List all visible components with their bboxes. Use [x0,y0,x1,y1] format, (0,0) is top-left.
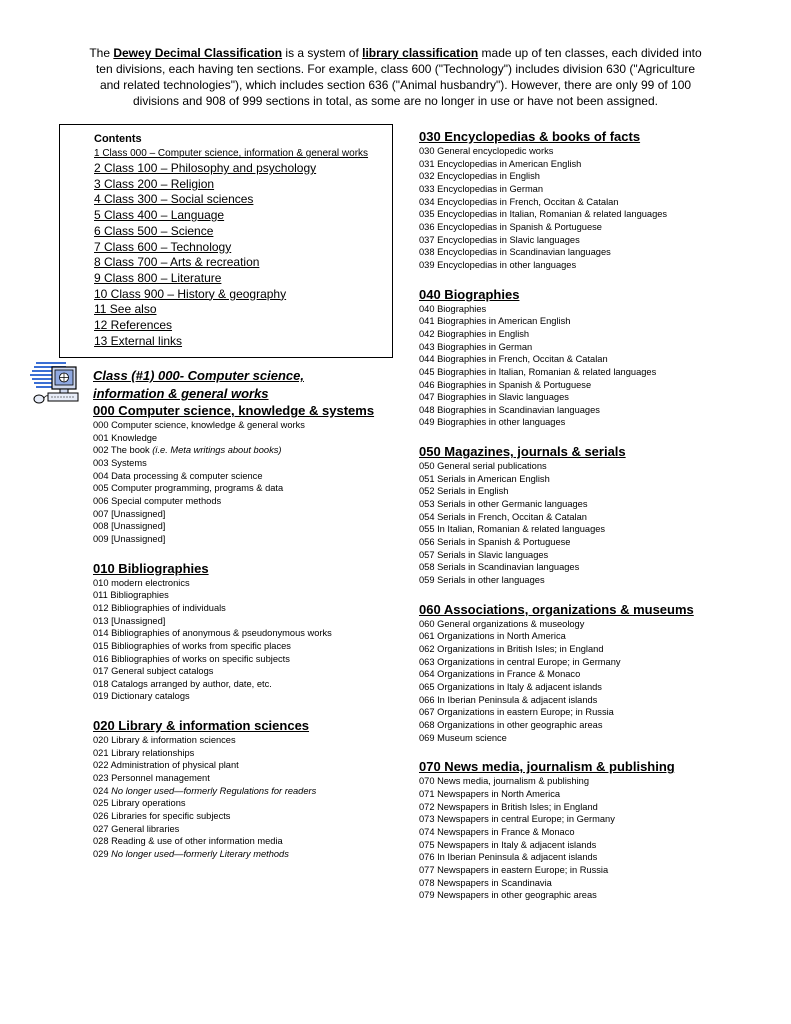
list-item: 073 Newspapers in central Europe; in Germany [419,814,615,825]
list-item: 037 Encyclopedias in Slavic languages [419,234,580,245]
intro-text-3: made up of ten classes, each divided into ten divisions, each having ten sections. For example, class 600 ("Technology") includes division 630 ("Agriculture and related technologies"), which includes section 636 ("Animal husbandry"). However, there are only 99 of 100 divisions and 908 of 999 sections in total, as some are no longer in use or have not been assigned. [95,46,702,108]
list-item: 013 [Unassigned] [93,615,166,626]
list-item: 044 Biographies in French, Occitan & Catalan [419,354,608,365]
toc-link-class-200[interactable]: 3 Class 200 – Religion [94,176,215,191]
list-item: 062 Organizations in British Isles; in England [419,644,604,654]
list-item: 070 News media, journalism & publishing [419,776,590,787]
contents-title: Contents [94,133,142,145]
toc-link-class-600[interactable]: 7 Class 600 – Technology [94,239,232,254]
list-item: 016 Bibliographies of works on specific subjects [93,653,290,664]
list-item: 057 Serials in Slavic languages [419,549,549,560]
list-item [93,444,403,457]
list-item-text: 002 The book [93,445,153,456]
list-item: 075 Newspapers in Italy & adjacent islands [419,839,597,850]
list-item: 053 Serials in other Germanic languages [419,499,588,510]
list-item: 026 Libraries for specific subjects [93,811,231,822]
list-item: 020 Library & information sciences [93,735,236,746]
list-item: 014 Bibliographies of anonymous & pseudonymous works [93,628,332,639]
library-classification-link[interactable]: library classification [362,46,479,60]
list-item: 049 Biographies in other languages [419,417,566,428]
list-item: 052 Serials in English [419,486,509,497]
list-item: 030 General encyclopedic works [419,146,554,156]
list-item: 036 Encyclopedias in Spanish & Portuguese [419,221,602,232]
class-000-heading [93,367,403,403]
section-000 [93,403,403,546]
section-010-title: 010 Bibliographies [93,560,209,576]
list-item: 028 Reading & use of other information media [93,836,283,847]
list-item: 074 Newspapers in France & Monaco [419,826,575,837]
list-item: 017 General subject catalogs [93,666,214,677]
list-item: 061 Organizations in North America [419,631,566,642]
toc-link-class-500[interactable]: 6 Class 500 – Science [94,223,214,238]
list-item: 058 Serials in Scandinavian languages [419,562,580,573]
list-item: 068 Organizations in other geographic areas [419,719,603,730]
list-item: 004 Data processing & computer science [93,470,263,481]
list-item: 042 Biographies in English [419,328,530,339]
toc-link-class-400[interactable]: 5 Class 400 – Language [94,208,225,223]
list-item: 039 Encyclopedias in other languages [419,259,577,270]
list-item: 050 General serial publications [419,461,547,472]
list-item: 079 Newspapers in other geographic areas [419,890,597,901]
right-column [419,129,749,917]
list-item: 022 Administration of physical plant [93,760,239,771]
list-item: 038 Encyclopedias in Scandinavian languages [419,247,611,258]
left-column [93,367,403,876]
list-item: 007 [Unassigned] [93,508,166,519]
list-item: 069 Museum science [419,732,507,743]
list-item: 055 In Italian, Romanian & related languages [419,524,606,535]
list-item: 035 Encyclopedias in Italian, Romanian & related languages [419,209,668,220]
list-item: 025 Library operations [93,798,186,809]
list-item: 040 Biographies [419,303,487,314]
list-item: 003 Systems [93,457,147,468]
list-item: 015 Bibliographies of works from specific places [93,640,291,651]
list-item: 067 Organizations in eastern Europe; in Russia [419,707,614,718]
toc-link-class-300[interactable]: 4 Class 300 – Social sciences [94,192,254,207]
list-item: 010 modern electronics [93,577,190,588]
list-item: 041 Biographies in American English [419,316,571,327]
list-item: 045 Biographies in Italian, Romanian & related languages [419,366,657,377]
toc-link-references[interactable]: 12 References [94,318,173,333]
toc-link-class-700[interactable]: 8 Class 700 – Arts & recreation [94,255,260,270]
intro-text-1: The [89,46,114,60]
list-item: 051 Serials in American English [419,473,550,484]
section-060 [419,602,749,745]
section-060-title: 060 Associations, organizations & museums [419,601,694,617]
list-item [93,785,403,798]
list-item: 056 Serials in Spanish & Portuguese [419,537,571,548]
toc-link-see-also[interactable]: 11 See also [94,302,157,317]
list-item: 033 Encyclopedias in German [419,183,544,194]
list-item: 072 Newspapers in British Isles; in England [419,801,598,812]
section-030 [419,129,749,272]
list-item: 009 [Unassigned] [93,533,166,544]
list-item: 077 Newspapers in eastern Europe; in Russia [419,864,609,875]
list-item: 031 Encyclopedias in American English [419,158,582,169]
list-item: 071 Newspapers in North America [419,788,561,799]
list-item: 047 Biographies in Slavic languages [419,392,569,403]
toc-link-class-800[interactable]: 9 Class 800 – Literature [94,270,222,285]
list-item: 019 Dictionary catalogs [93,691,190,702]
list-item: 064 Organizations in France & Monaco [419,669,581,680]
section-040-title: 040 Biographies [419,286,520,302]
list-item: 000 Computer science, knowledge & general works [93,420,305,430]
section-050 [419,444,749,587]
list-item: 023 Personnel management [93,773,210,784]
list-item: 012 Bibliographies of individuals [93,602,226,613]
section-020 [93,718,403,861]
list-item: 032 Encyclopedias in English [419,171,540,182]
contents-box [59,124,393,358]
toc-link-class-900[interactable]: 10 Class 900 – History & geography [94,286,287,301]
list-item: 008 [Unassigned] [93,521,166,532]
dewey-link[interactable]: Dewey Decimal Classification [113,46,283,60]
toc-link-external-links[interactable]: 13 External links [94,333,183,348]
list-item: 043 Biographies in German [419,341,533,352]
list-item: 021 Library relationships [93,747,195,758]
computer-clipart-icon [30,362,80,408]
list-item: 063 Organizations in central Europe; in Germany [419,656,621,667]
intro-paragraph [88,45,703,109]
list-item: 078 Newspapers in Scandinavia [419,877,552,888]
section-010 [93,561,403,704]
section-030-title: 030 Encyclopedias & books of facts [419,129,641,144]
list-item: 011 Bibliographies [93,590,169,601]
class-000-heading-line1: Class (#1) 000- Computer science, [93,368,304,383]
toc-link-class-100[interactable]: 2 Class 100 – Philosophy and psychology [94,161,317,175]
section-070-title: 070 News media, journalism & publishing [419,759,675,775]
list-item-note: No longer used—formerly Literary methods [111,849,289,860]
list-item: 034 Encyclopedias in French, Occitan & Catalan [419,196,619,207]
intro-text-2: is a system of [282,46,363,60]
list-item: 027 General libraries [93,823,180,834]
list-item: 018 Catalogs arranged by author, date, etc. [93,678,272,689]
section-050-title: 050 Magazines, journals & serials [419,444,626,460]
list-item-note: (i.e. Meta writings about books) [152,445,282,456]
list-item [93,848,403,861]
list-item: 060 General organizations & museology [419,618,585,629]
list-item: 005 Computer programming, programs & data [93,483,284,494]
list-item: 065 Organizations in Italy & adjacent islands [419,681,602,692]
list-item: 048 Biographies in Scandinavian languages [419,404,600,415]
list-item: 046 Biographies in Spanish & Portuguese [419,379,592,390]
list-item: 001 Knowledge [93,432,158,443]
class-000-heading-line2: information & general works [93,386,269,401]
section-020-title: 020 Library & information sciences [93,718,310,734]
list-item: 006 Special computer methods [93,495,222,506]
list-item-text: 029 [93,849,112,860]
section-040 [419,287,749,430]
list-item: 066 In Iberian Peninsula & adjacent islands [419,694,598,705]
toc-link-class-000[interactable]: 1 Class 000 – Computer science, information & general works [94,148,369,159]
section-000-title: 000 Computer science, knowledge & systems [93,403,375,418]
list-item-text: 024 [93,785,112,796]
list-item: 059 Serials in other languages [419,575,545,586]
list-item: 076 In Iberian Peninsula & adjacent islands [419,852,598,863]
list-item: 054 Serials in French, Occitan & Catalan [419,511,587,522]
list-item-note: No longer used—formerly Regulations for readers [111,785,317,796]
section-070 [419,759,749,902]
